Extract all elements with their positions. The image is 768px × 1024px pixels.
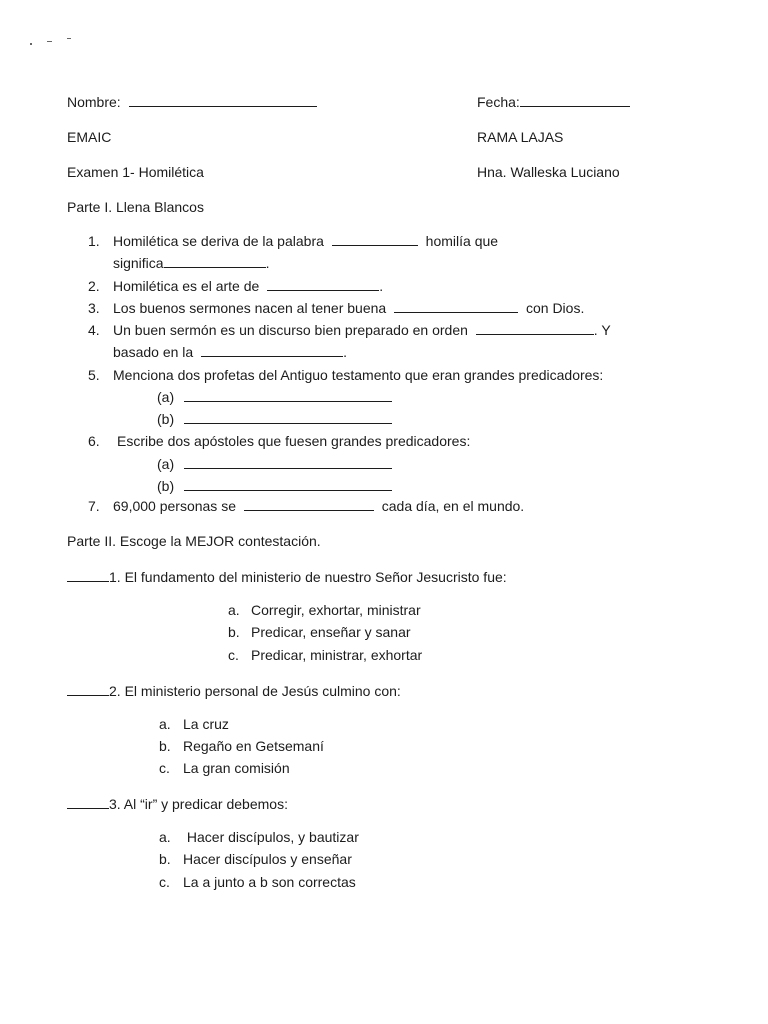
q7-text-a: 69,000 personas se (113, 498, 236, 514)
q7-text-b: cada día, en el mundo. (381, 498, 525, 514)
q6-option-b-label: (b) (157, 478, 175, 494)
q1-text-c: significa (113, 255, 164, 271)
q1-line2 (113, 254, 269, 272)
q1-text-b: homilía que (425, 233, 499, 249)
part1-title: Parte I. Llena Blancos (67, 199, 204, 215)
scan-speck (67, 38, 71, 39)
p2-q1-option-a (228, 601, 421, 619)
q1-blank-1[interactable] (332, 232, 418, 246)
q5-option-b-label: (b) (157, 411, 175, 427)
option-letter: c. (228, 647, 239, 663)
p2-q2-answer-blank[interactable] (67, 682, 109, 696)
p2-q1-option-c (228, 646, 422, 664)
option-text: La gran comisión (183, 760, 290, 776)
q4-blank-1[interactable] (476, 321, 594, 335)
option-letter: c. (159, 874, 170, 890)
q5-blank-b[interactable] (184, 410, 392, 424)
q1-text-a: Homilética se deriva de la palabra (113, 233, 324, 249)
q4-line2 (113, 343, 347, 361)
q7-number: 7. (88, 498, 100, 514)
q2-number: 2. (88, 278, 100, 294)
option-letter: a. (159, 716, 171, 732)
q5-blank-a[interactable] (184, 388, 392, 402)
q4-line1 (113, 321, 611, 339)
p2-q2-option-a (159, 715, 229, 733)
p2-q3-text: 3. Al “ir” y predicar debemos: (109, 796, 288, 812)
branch-name: RAMA LAJAS (477, 129, 564, 145)
q4-text-c: basado en la (113, 344, 194, 360)
p2-q3-line (67, 795, 288, 813)
q6-number: 6. (88, 433, 100, 449)
q1-blank-2[interactable] (164, 254, 266, 268)
q6-blank-a[interactable] (184, 455, 392, 469)
q4-text-a: Un buen sermón es un discurso bien preparado en orden (113, 322, 468, 338)
q5-number: 5. (88, 367, 100, 383)
q6-text: Escribe dos apóstoles que fuesen grandes predicadores: (117, 433, 471, 449)
teacher-name: Hna. Walleska Luciano (477, 164, 620, 180)
q2-text-b: . (379, 278, 384, 294)
q2-line (113, 277, 383, 295)
q3-text-b: con Dios. (525, 300, 585, 316)
scan-speck (30, 43, 32, 45)
p2-q2-option-b (159, 737, 324, 755)
q4-number: 4. (88, 322, 100, 338)
p2-q2-line (67, 682, 401, 700)
exam-title: Examen 1- Homilética (67, 164, 204, 180)
p2-q3-option-c (159, 873, 356, 891)
q3-text-a: Los buenos sermones nacen al tener buena (113, 300, 387, 316)
option-letter: b. (159, 851, 171, 867)
p2-q2-text: 2. El ministerio personal de Jesús culmino con: (109, 683, 401, 699)
option-text: Regaño en Getsemaní (183, 738, 324, 754)
date-field (477, 93, 630, 111)
p2-q1-option-b (228, 623, 411, 641)
q3-number: 3. (88, 300, 100, 316)
q3-line (113, 299, 584, 317)
option-text: Hacer discípulos, y bautizar (183, 829, 359, 845)
q4-text-d: . (343, 344, 347, 360)
q1-text-d: . (265, 255, 270, 271)
q4-text-b: . Y (593, 322, 611, 338)
option-text: Predicar, ministrar, exhortar (251, 647, 423, 663)
option-text: Corregir, exhortar, ministrar (251, 602, 421, 618)
q5-option-b (157, 410, 392, 428)
q7-line (113, 497, 524, 515)
q2-text-a: Homilética es el arte de (113, 278, 260, 294)
q4-blank-2[interactable] (201, 343, 343, 357)
scan-speck (47, 41, 52, 42)
q3-blank[interactable] (394, 299, 518, 313)
option-letter: a. (228, 602, 240, 618)
q5-option-a (157, 388, 392, 406)
name-blank[interactable] (129, 93, 317, 107)
p2-q3-option-b (159, 850, 352, 868)
p2-q1-line (67, 568, 507, 586)
option-text: Predicar, enseñar y sanar (251, 624, 411, 640)
q2-blank[interactable] (267, 277, 379, 291)
p2-q3-answer-blank[interactable] (67, 795, 109, 809)
q6-option-a (157, 455, 392, 473)
date-blank[interactable] (520, 93, 630, 107)
q6-blank-b[interactable] (184, 477, 392, 491)
p2-q1-text: 1. El fundamento del ministerio de nuestro Señor Jesucristo fue: (109, 569, 507, 585)
q6-option-b (157, 477, 392, 495)
option-text: Hacer discípulos y enseñar (183, 851, 352, 867)
q1-number: 1. (88, 233, 100, 249)
q1-line1 (113, 232, 498, 250)
q7-blank[interactable] (244, 497, 374, 511)
p2-q2-option-c (159, 759, 290, 777)
q5-option-a-label: (a) (157, 389, 175, 405)
option-letter: c. (159, 760, 170, 776)
option-letter: a. (159, 829, 171, 845)
option-letter: b. (159, 738, 171, 754)
p2-q3-option-a (159, 828, 359, 846)
p2-q1-answer-blank[interactable] (67, 568, 109, 582)
part2-title: Parte II. Escoge la MEJOR contestación. (67, 533, 321, 549)
q6-option-a-label: (a) (157, 456, 175, 472)
name-field (67, 93, 317, 111)
option-letter: b. (228, 624, 240, 640)
option-text: La cruz (183, 716, 229, 732)
q5-text: Menciona dos profetas del Antiguo testamento que eran grandes predicadores: (113, 367, 604, 383)
name-label: Nombre: (67, 94, 121, 110)
date-label: Fecha: (477, 94, 520, 110)
school-name: EMAIC (67, 129, 112, 145)
option-text: La a junto a b son correctas (183, 874, 356, 890)
